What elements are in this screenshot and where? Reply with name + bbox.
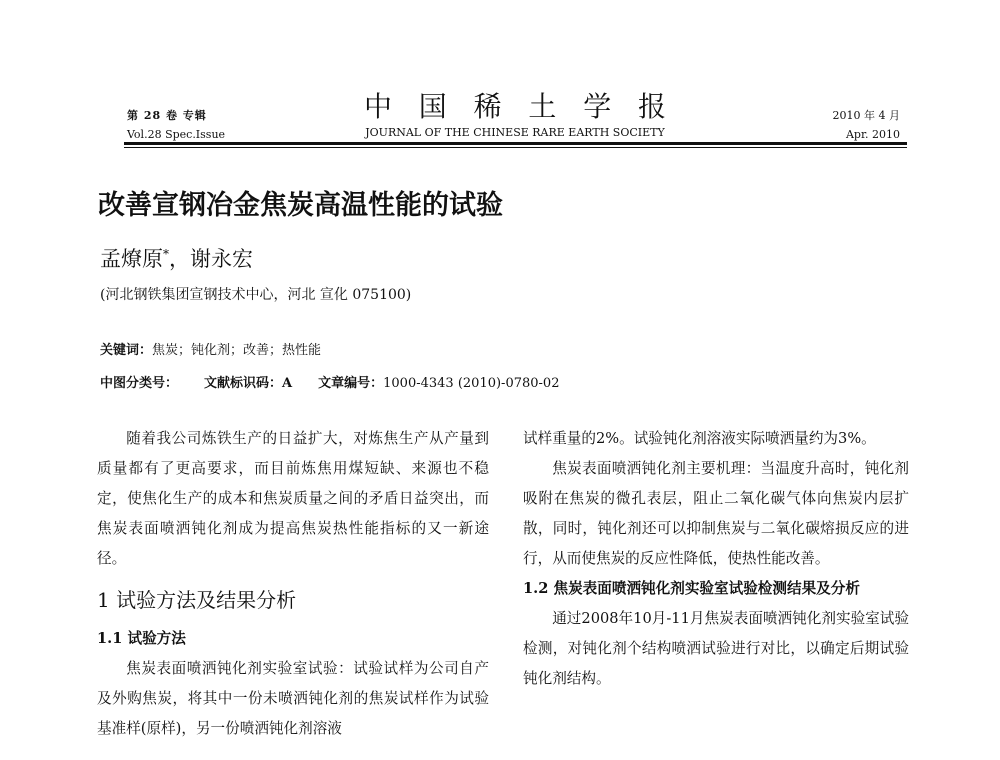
body-column-right bbox=[523, 424, 909, 694]
header-rule-thick bbox=[124, 142, 907, 145]
method-paragraph: 焦炭表面喷洒钝化剂实验室试验：试验试样为公司自产及外购焦炭，将其中一份未喷洒钝化剂的焦炭试样作为试验基准样(原样)，另一份喷洒钝化剂溶液 bbox=[97, 660, 489, 737]
doc-code-label: 文献标识码： bbox=[204, 376, 283, 391]
issue-date-cn: 2010 年 4 月 bbox=[832, 109, 900, 122]
volume-info-cn: 第 28 卷 专辑 bbox=[127, 109, 207, 122]
section-heading: 1 试验方法及结果分析 bbox=[97, 588, 297, 612]
keywords-line bbox=[100, 339, 321, 358]
doc-code: A bbox=[282, 376, 293, 391]
journal-name-char: 稀 bbox=[473, 90, 502, 123]
issue-date-en: Apr. 2010 bbox=[845, 128, 900, 141]
results-paragraph: 通过2008年10月-11月焦炭表面喷洒钝化剂实验室试验检测，对钝化剂个结构喷洒试验进行对比，以确定后期试验钝化剂结构。 bbox=[523, 610, 909, 687]
journal-name-char: 学 bbox=[583, 90, 612, 123]
mechanism-paragraph: 焦炭表面喷洒钝化剂主要机理：当温度升高时，钝化剂吸附在焦炭的微孔表层，阻止二氧化碳气体向焦炭内层扩散，同时，钝化剂还可以抑制焦炭与二氧化碳熔损反应的进行，从而使焦炭的反应性降低，使热性能改善。 bbox=[523, 460, 909, 567]
clc-label: 中图分类号： bbox=[100, 376, 179, 391]
journal-name-en: JOURNAL OF THE CHINESE RARE EARTH SOCIETY bbox=[365, 126, 665, 139]
body-column-left bbox=[97, 424, 489, 744]
affiliation: (河北钢铁集团宣钢技术中心，河北 宣化 075100) bbox=[100, 287, 412, 303]
author-separator: ， bbox=[169, 247, 190, 271]
authors bbox=[100, 243, 253, 273]
journal-name-char: 国 bbox=[418, 90, 447, 123]
subsection-heading: 1.2 焦炭表面喷洒钝化剂实验室试验检测结果及分析 bbox=[523, 580, 860, 597]
article-no-label: 文章编号： bbox=[318, 376, 384, 391]
author-name: 孟燎原 bbox=[100, 247, 163, 271]
subsection-heading: 1.1 试验方法 bbox=[97, 630, 186, 647]
keywords: 焦炭；钝化剂；改善；热性能 bbox=[152, 343, 322, 358]
journal-name-char: 中 bbox=[364, 90, 393, 123]
author-name: 谢永宏 bbox=[190, 247, 253, 271]
article-title: 改善宣钢冶金焦炭高温性能的试验 bbox=[98, 190, 503, 221]
header-rule-thin bbox=[124, 147, 907, 148]
journal-name-char: 土 bbox=[528, 90, 557, 123]
journal-name-char: 报 bbox=[637, 90, 666, 123]
article-no: 1000-4343 (2010)-0780-02 bbox=[383, 376, 560, 391]
journal-name-cn bbox=[364, 89, 666, 125]
classification-line bbox=[100, 372, 559, 391]
continued-paragraph: 试样重量的2%。试验钝化剂溶液实际喷洒量约为3%。 bbox=[523, 430, 876, 447]
corresponding-author-mark: * bbox=[163, 247, 169, 261]
volume-info-en: Vol.28 Spec.Issue bbox=[127, 128, 226, 141]
intro-paragraph: 随着我公司炼铁生产的日益扩大，对炼焦生产从产量到质量都有了更高要求，而目前炼焦用煤短缺、来源也不稳定，使焦化生产的成本和焦炭质量之间的矛盾日益突出，而焦炭表面喷洒钝化剂成为提高焦炭热性能指标的又一新途径。 bbox=[97, 430, 489, 567]
keywords-label: 关键词： bbox=[100, 343, 153, 358]
